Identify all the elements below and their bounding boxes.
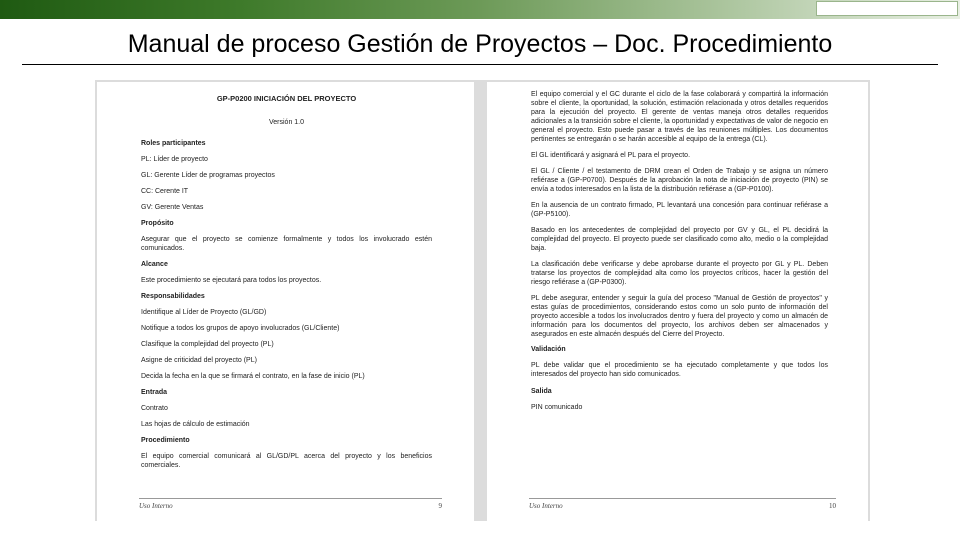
procedure-paragraph: El equipo comercial y el GC durante el ciclo de la fase colaborará y compartirá la información sobre el cliente, la oportunidad, la solución, estimación relacionada y otros detalles requeridos para la ejecución del proyecto. El gerente de ventas maneja otros detalles requeridos adicionales a la transición sobre el cliente, la oportunidad y expectativas de valor de negocio en general el proyecto. Esto puede pasar a través de las reuniones múltiples. Los documentos pertinentes se entregarán o se harán accesible al equipo de la entrega (CL).: [531, 91, 828, 143]
section-heading-validation: Validación: [531, 346, 566, 353]
title-divider: [22, 64, 938, 65]
page-number: 10: [829, 502, 836, 510]
role-item: CC: Cerente IT: [141, 188, 189, 195]
section-heading-responsibilities: Responsabilidades: [141, 293, 205, 300]
header-bar-box: [816, 1, 958, 16]
role-item: GV: Gerente Ventas: [141, 204, 204, 211]
document-page-left: [97, 82, 474, 521]
header-gradient-bar: [0, 0, 960, 19]
procedure-paragraph: La clasificación debe verificarse y debe aprobarse durante el proyecto por GL y PL. Deben tratarse los proyectos de complejidad alta como los proyectos críticos, hacer la gestión del riesgo refiérase a (GP-P0300).: [531, 261, 828, 286]
purpose-text: Asegurar que el proyecto se comienze formalmente y todos los involucrado estén comunicados.: [141, 236, 432, 252]
section-heading-procedure: Procedimiento: [141, 437, 190, 444]
page-content: [531, 90, 828, 412]
scope-text: Este procedimiento se ejecutará para todos los proyectos.: [141, 277, 322, 284]
input-item: Las hojas de cálculo de estimación: [141, 421, 250, 428]
responsibility-item: Asigne de criticidad del proyecto (PL): [141, 357, 257, 364]
role-item: GL: Gerente Líder de programas proyectos: [141, 172, 275, 179]
responsibility-item: Decida la fecha en la que se firmará el contrato, en la fase de inicio (PL): [141, 373, 365, 380]
section-heading-purpose: Propósito: [141, 220, 174, 227]
section-heading-output: Salida: [531, 388, 552, 395]
page-footer: [139, 498, 442, 510]
input-item: Contrato: [141, 405, 168, 412]
section-heading-scope: Alcance: [141, 261, 168, 268]
role-item: PL: Líder de proyecto: [141, 156, 208, 163]
page-content: [141, 92, 432, 470]
procedure-text: El equipo comercial comunicará al GL/GD/PL acerca del proyecto y los beneficios comerciales.: [141, 453, 432, 469]
slide-title: Manual de proceso Gestión de Proyectos – Doc. Procedimiento: [127, 30, 833, 58]
validation-text: PL debe validar que el procedimiento se ha ejecutado completamente y que todos los interesados del proyecto han sido comunicados.: [531, 362, 828, 378]
footer-label: Uso Interno: [139, 502, 173, 510]
procedure-paragraph: PL debe asegurar, entender y seguir la guía del proceso "Manual de Gestión de proyectos" y estas guías de procedimientos, considerando estos como un solo punto de información del proyecto accesible a todos los involucrados dentro y fuera del proyecto y como un almacén de información para los documentos del proyecto, los archivos deben ser almacenados y asegurados en este almacén después del Cierre del Proyecto.: [531, 295, 828, 338]
procedure-paragraph: El GL identificará y asignará el PL para el proyecto.: [531, 152, 691, 159]
page-footer: [529, 498, 836, 510]
procedure-paragraph: En la ausencia de un contrato firmado, PL levantará una concesión para continuar refiérase a (GP-P5100).: [531, 202, 828, 218]
section-heading-roles: Roles participantes: [141, 140, 206, 147]
document-code-title: GP-P0200 INICIACIÓN DEL PROYECTO: [216, 94, 357, 103]
responsibility-item: Clasifique la complejidad del proyecto (PL): [141, 341, 274, 348]
page-number: 9: [438, 502, 442, 510]
procedure-paragraph: El GL / Cliente / el testamento de DRM crean el Orden de Trabajo y se asigna un número refiérase a (GP-P0700). Después de la aprobación la nota de iniciación de proyecto (PIN) se envía a todos interesados en la lista de la distribución refiérase a (GP-P0100).: [531, 168, 828, 193]
output-text: PIN comunicado: [531, 404, 583, 411]
document-version: Versión 1.0: [268, 119, 305, 126]
responsibility-item: Notifique a todos los grupos de apoyo involucrados (GL/Cliente): [141, 325, 340, 332]
procedure-paragraph: Basado en los antecedentes de complejidad del proyecto por GV y GL, el PL decidirá la complejidad del proyecto. El proyecto puede ser clasificado como alto, medio o la complejidad baja.: [531, 227, 828, 252]
footer-label: Uso Interno: [529, 502, 563, 510]
responsibility-item: Identifique al Líder de Proyecto (GL/GD): [141, 309, 267, 316]
document-page-right: [487, 82, 868, 521]
section-heading-input: Entrada: [141, 389, 168, 396]
